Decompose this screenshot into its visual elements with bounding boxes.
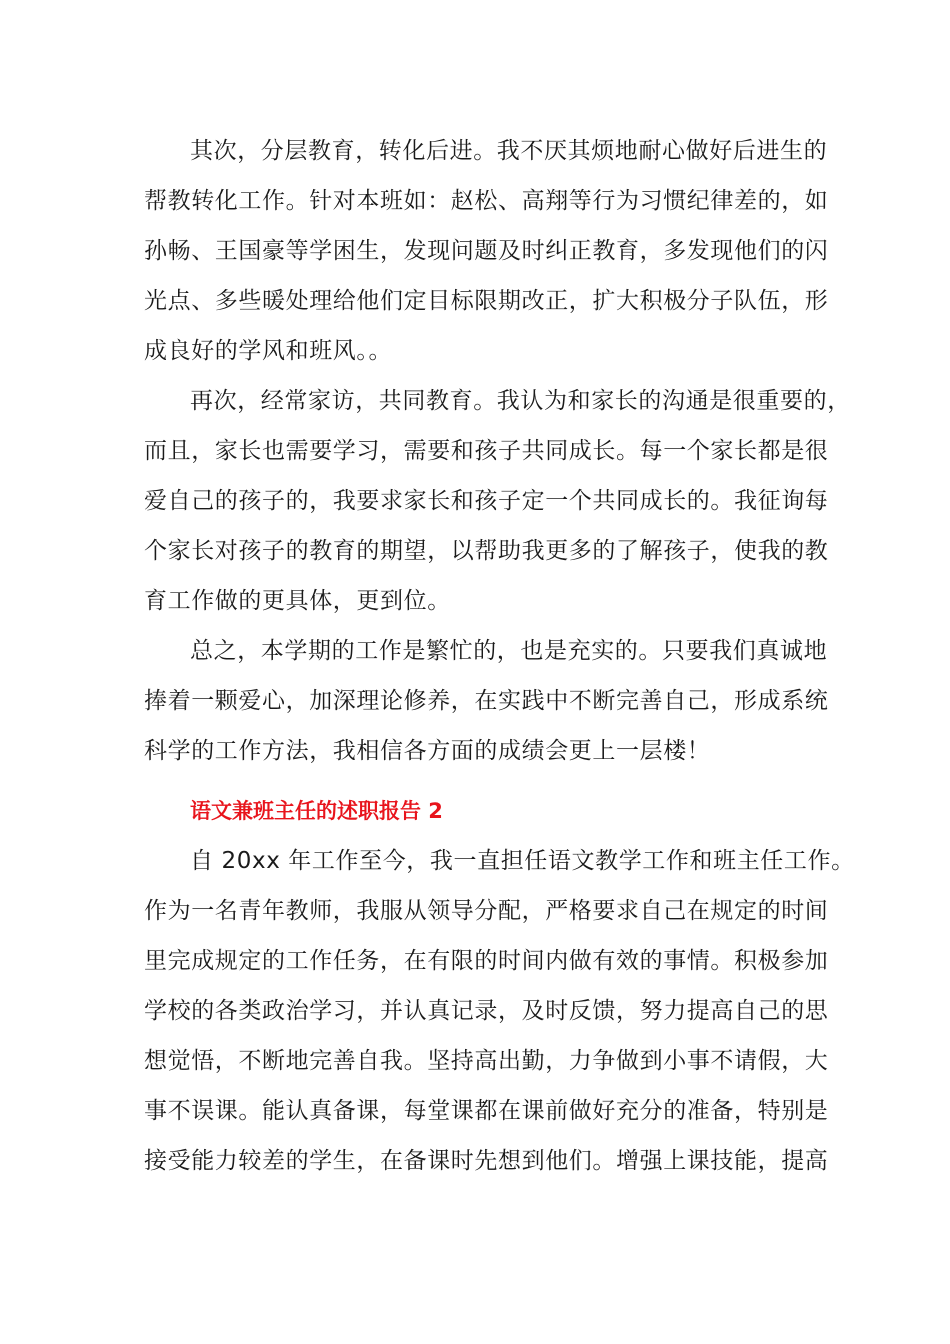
section-paragraph-line-3: 里完成规定的工作任务，在有限的时间内做有效的事情。积极参加 xyxy=(144,948,829,974)
section-paragraph-line-7: 接受能力较差的学生，在备课时先想到他们。增强上课技能，提高 xyxy=(144,1148,829,1174)
paragraph-1-line-4: 光点、多些暖处理给他们定目标限期改正，扩大积极分子队伍，形 xyxy=(144,288,829,314)
paragraph-1-line-3: 孙畅、王国豪等学困生，发现问题及时纠正教育，多发现他们的闪 xyxy=(144,238,829,264)
paragraph-2-line-3: 爱自己的孩子的，我要求家长和孩子定一个共同成长的。我征询每 xyxy=(144,488,829,514)
paragraph-2-line-5: 育工作做的更具体，更到位。 xyxy=(144,588,451,614)
section-paragraph-line-2: 作为一名青年教师，我服从领导分配，严格要求自己在规定的时间 xyxy=(144,898,829,924)
section-paragraph-line-5: 想觉悟，不断地完善自我。坚持高出勤，力争做到小事不请假，大 xyxy=(144,1048,829,1074)
section-paragraph-line-6: 事不误课。能认真备课，每堂课都在课前做好充分的准备，特别是 xyxy=(144,1098,829,1124)
paragraph-1-line-5: 成良好的学风和班风。。 xyxy=(144,338,393,364)
paragraph-2-line-2: 而且，家长也需要学习，需要和孩子共同成长。每一个家长都是很 xyxy=(144,438,829,464)
paragraph-3-line-3: 科学的工作方法，我相信各方面的成绩会更上一层楼！ xyxy=(144,738,711,764)
paragraph-3-line-1: 总之，本学期的工作是繁忙的，也是充实的。只要我们真诚地 xyxy=(190,638,828,664)
section-paragraph-line-4: 学校的各类政治学习，并认真记录，及时反馈，努力提高自己的思 xyxy=(144,998,829,1024)
section-paragraph-line-1: 自 20xx 年工作至今，我一直担任语文教学工作和班主任工作。 xyxy=(190,848,855,874)
paragraph-3-line-2: 捧着一颗爱心，加深理论修养，在实践中不断完善自己，形成系统 xyxy=(144,688,829,714)
paragraph-1-line-2: 帮教转化工作。针对本班如：赵松、高翔等行为习惯纪律差的，如 xyxy=(144,188,829,214)
paragraph-2-line-4: 个家长对孩子的教育的期望，以帮助我更多的了解孩子，使我的教 xyxy=(144,538,829,564)
section-heading: 语文兼班主任的述职报告 2 xyxy=(190,799,443,823)
paragraph-2-line-1: 再次，经常家访，共同教育。我认为和家长的沟通是很重要的， xyxy=(190,388,851,414)
paragraph-1-line-1: 其次，分层教育，转化后进。我不厌其烦地耐心做好后进生的 xyxy=(190,138,828,164)
